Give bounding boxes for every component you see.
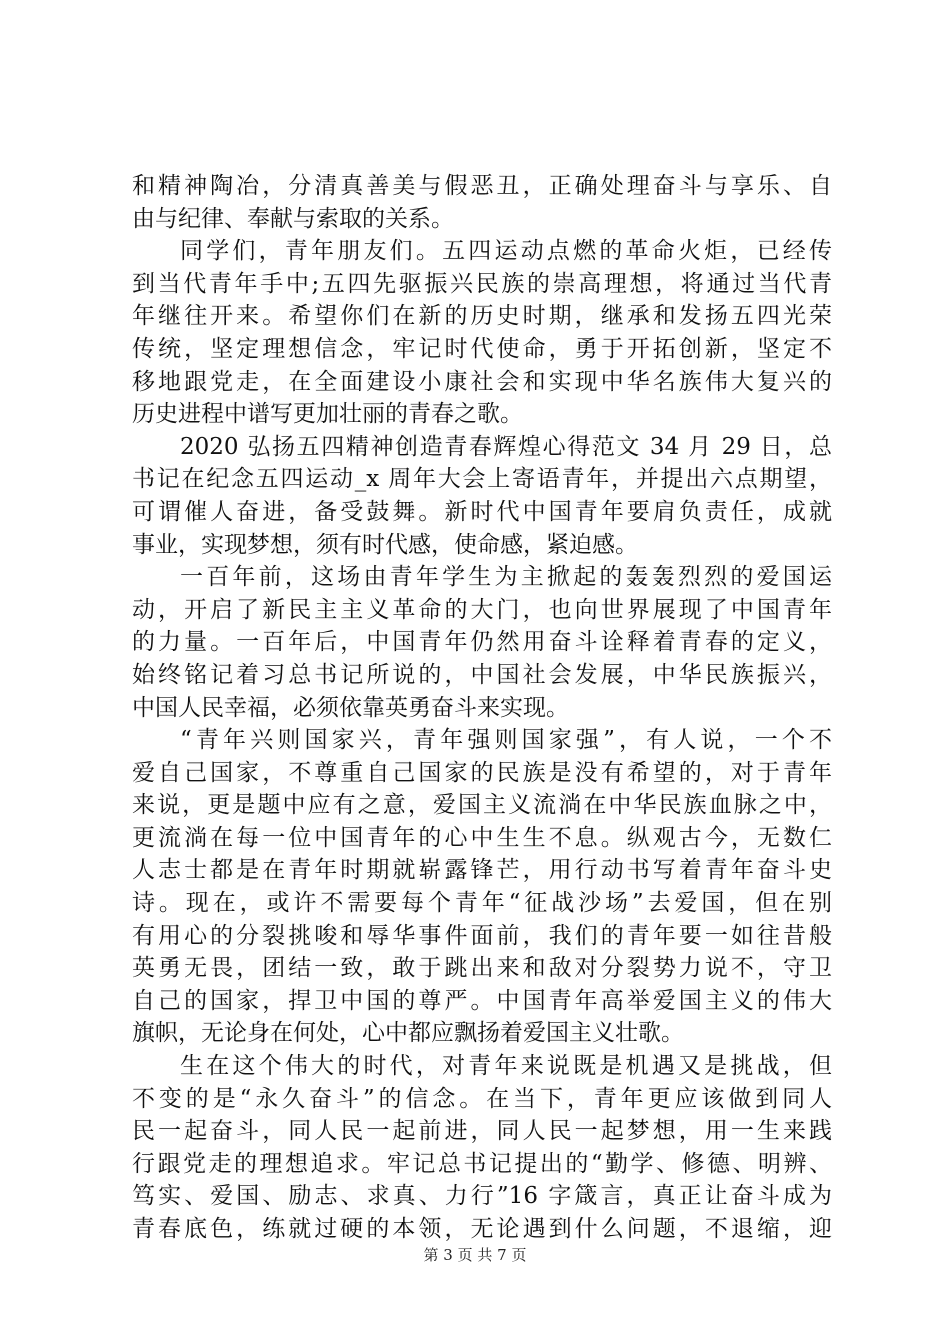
text-line: 同学们，青年朋友们。五四运动点燃的革命火炬，已经传 — [180, 238, 832, 265]
text-line: 动，开启了新民主主义革命的大门，也向世界展现了中国青年 — [132, 596, 832, 623]
paragraph — [132, 1050, 832, 1246]
text-line: 2020 弘扬五四精神创造青春辉煌心得范文 34 月 29 日，总 — [180, 433, 832, 460]
text-line: 自己的国家，捍卫中国的尊严。中国青年高举爱国主义的伟大 — [132, 987, 832, 1014]
text-line: 由与纪律、奉献与索取的关系。 — [132, 205, 454, 232]
paragraph — [132, 170, 832, 235]
text-line: 可谓催人奋进，备受鼓舞。新时代中国青年要肩负责任，成就 — [132, 498, 832, 525]
text-line: 旗帜，无论身在何处，心中都应飘扬着爱国主义壮歌。 — [132, 1020, 684, 1047]
page-footer: 第 3 页 共 7 页 — [423, 1246, 527, 1264]
text-line: 的力量。一百年后，中国青年仍然用奋斗诠释着青春的定义， — [132, 629, 832, 656]
document-body — [132, 170, 832, 1246]
text-line: 始终铭记着习总书记所说的，中国社会发展，中华民族振兴， — [132, 661, 832, 688]
text-line: 有用心的分裂挑唆和辱华事件面前，我们的青年要一如往昔般 — [132, 922, 832, 949]
text-line: 生在这个伟大的时代，对青年来说既是机遇又是挑战，但 — [180, 1053, 832, 1080]
text-line: 英勇无畏，团结一致，敢于跳出来和敌对分裂势力说不，守卫 — [132, 955, 832, 982]
text-line: 笃实、爱国、励志、求真、力行”16 字箴言，真正让奋斗成为 — [132, 1183, 832, 1210]
text-line: 事业，实现梦想，须有时代感，使命感，紧迫感。 — [132, 531, 638, 558]
text-line: 不变的是“永久奋斗”的信念。在当下，青年更应该做到同人 — [132, 1085, 832, 1112]
text-line: 诗。现在，或许不需要每个青年“征战沙场”去爱国，但在别 — [132, 890, 832, 917]
paragraph — [132, 561, 832, 724]
text-line: 移地跟党走，在全面建设小康社会和实现中华名族伟大复兴的 — [132, 368, 832, 395]
text-line: 历史进程中谱写更加壮丽的青春之歌。 — [132, 401, 523, 428]
text-line: 爱自己国家，不尊重自己国家的民族是没有希望的，对于青年 — [132, 759, 832, 786]
paragraph — [132, 235, 832, 431]
text-line: 中国人民幸福，必须依靠英勇奋斗来实现。 — [132, 694, 569, 721]
text-line: 传统，坚定理想信念，牢记时代使命，勇于开拓创新，坚定不 — [132, 335, 832, 362]
paragraph — [132, 431, 832, 561]
text-line: 年继往开来。希望你们在新的历史时期，继承和发扬五四光荣 — [132, 303, 832, 330]
paragraph — [132, 724, 832, 1050]
text-line: 行跟党走的理想追求。牢记总书记提出的“勤学、修德、明辨、 — [132, 1150, 832, 1177]
text-line: 民一起奋斗，同人民一起前进，同人民一起梦想，用一生来践 — [132, 1118, 832, 1145]
text-line: 到当代青年手中;五四先驱振兴民族的崇高理想，将通过当代青 — [132, 270, 832, 297]
text-line: “青年兴则国家兴，青年强则国家强”，有人说，一个不 — [180, 727, 832, 754]
text-line: 青春底色，练就过硬的本领，无论遇到什么问题，不退缩，迎 — [132, 1216, 832, 1242]
text-line: 更流淌在每一位中国青年的心中生生不息。纵观古今，无数仁 — [132, 824, 832, 851]
text-line: 一百年前，这场由青年学生为主掀起的轰轰烈烈的爱国运 — [180, 564, 832, 591]
text-line: 书记在纪念五四运动_x 周年大会上寄语青年，并提出六点期望， — [132, 466, 832, 493]
text-line: 人志士都是在青年时期就崭露锋芒，用行动书写着青年奋斗史 — [132, 857, 832, 884]
text-line: 和精神陶冶，分清真善美与假恶丑，正确处理奋斗与享乐、自 — [132, 173, 832, 199]
text-line: 来说，更是题中应有之意，爱国主义流淌在中华民族血脉之中， — [132, 792, 832, 819]
